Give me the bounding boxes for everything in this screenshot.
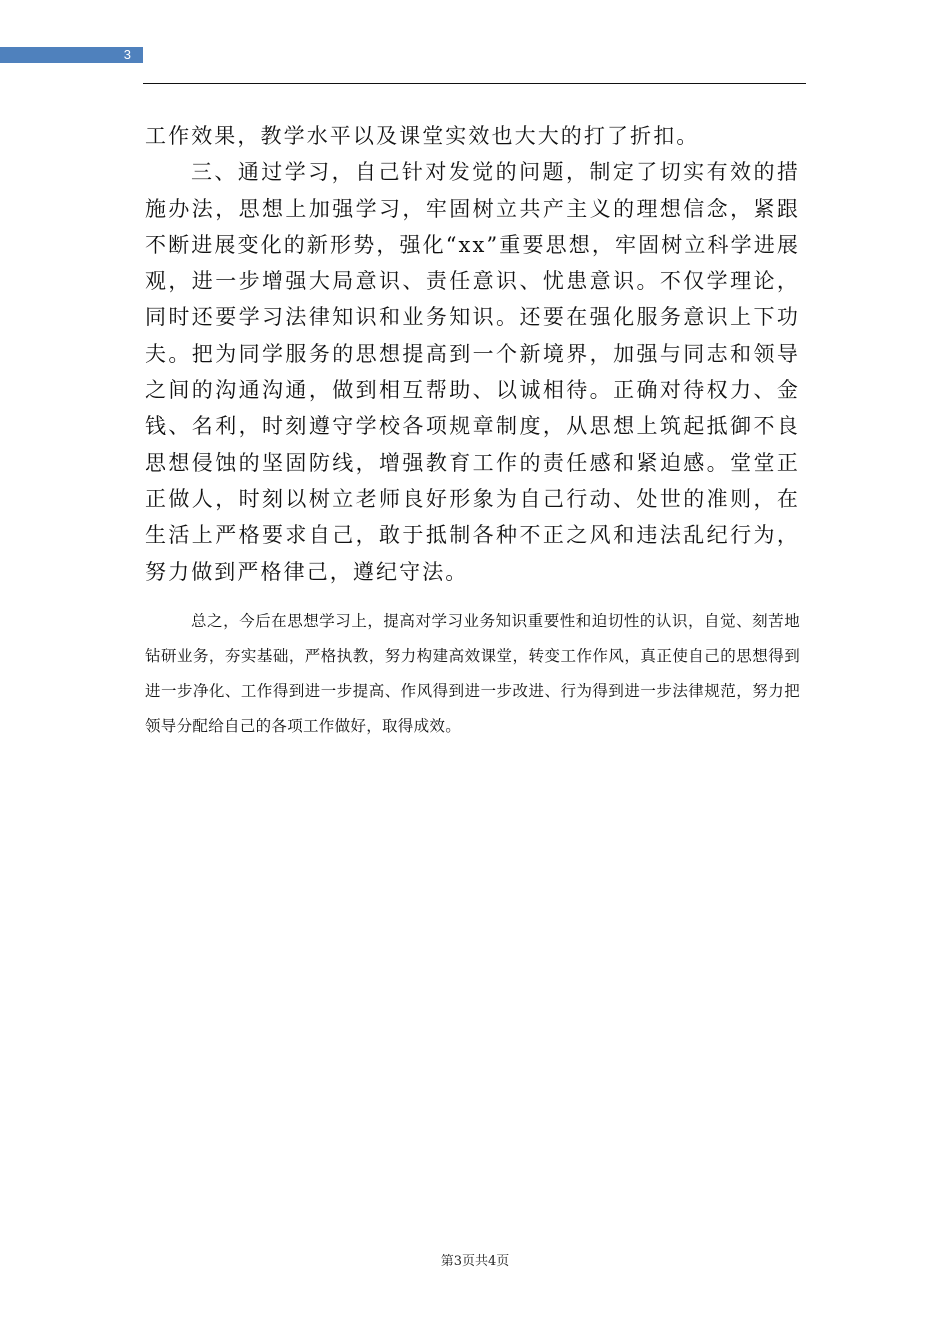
header-divider bbox=[143, 83, 806, 84]
paragraph-section-three: 三、通过学习，自己针对发觉的问题，制定了切实有效的措施办法，思想上加强学习，牢固树立共产主义的理想信念，紧跟不断进展变化的新形势，强化“xx”重要思想，牢固树立科学进展观，进一步增强大局意识、责任意识、忧患意识。不仅学理论，同时还要学习法律知识和业务知识。还要在强化服务意识上下功夫。把为同学服务的思想提高到一个新境界，加强与同志和领导之间的沟通沟通，做到相互帮助、以诚相待。正确对待权力、金钱、名利，时刻遵守学校各项规章制度，从思想上筑起抵御不良思想侵蚀的坚固防线，增强教育工作的责任感和紧迫感。堂堂正正做人，时刻以树立老师良好形象为自己行动、处世的准则，在生活上严格要求自己，敢于抵制各种不正之风和违法乱纪行为，努力做到严格律己，遵纪守法。 bbox=[145, 160, 800, 584]
paragraph-summary: 总之，今后在思想学习上，提高对学习业务知识重要性和迫切性的认识，自觉、刻苦地钻研业务，夯实基础，严格执教，努力构建高效课堂，转变工作作风，真正使自己的思想得到进一步净化、工作得到进一步提高、作风得到进一步改进、行为得到进一步法律规范，努力把领导分配给自己的各项工作做好，取得成效。 bbox=[145, 612, 800, 735]
paragraph-continuation: 工作效果，教学水平以及课堂实效也大大的打了折扣。 bbox=[145, 124, 700, 148]
page-footer bbox=[0, 1250, 950, 1269]
page-number-tab bbox=[0, 47, 143, 63]
page-number-label: 3 bbox=[123, 47, 131, 62]
footer-page-label: 第3页共4页 bbox=[440, 1254, 510, 1269]
document-body bbox=[145, 118, 800, 590]
